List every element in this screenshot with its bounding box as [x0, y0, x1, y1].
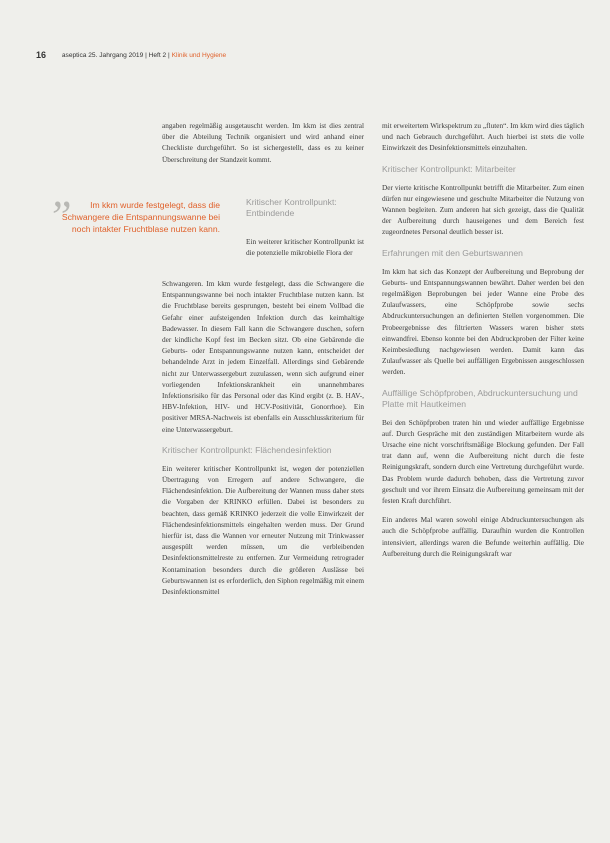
- section-heading-auffaellige-proben: Auffällige Schöpfproben, Abdruckuntersuchung und Platte mit Hautkeimen: [382, 387, 578, 409]
- paragraph-erfahrungen: Im kkm hat sich das Konzept der Aufbereitung und Beprobung der Geburts- und Entspannungswannen bewährt. Daher werden bei den regelmäßigen Beprobungen bei jeder Wanne eine Probe des Zulaufwassers, eine Schöpfprobe sowie sechs Abdruckuntersuchungen an definierten Stellen vorgenommen. Die Probeergebnisse des filtrierten Wassers waren bisher stets einwandfrei. Ebenso konnte bei den Abdruckproben der Filter keine Keimbesiedlung nachgewiesen werden. Damit kann das Zulaufwasser als Quelle bei auffälligen Ergebnissen ausgeschlossen werden.: [382, 266, 584, 377]
- paragraph-auffaellige-proben-1: Bei den Schöpfproben traten hin und wieder auffällige Ergebnisse auf. Durch Gespräche mit den zuständigen Mitarbeitern wurde als Ursache eine nicht vorschriftsmäßige Blockung gefunden. Der Fall trat dann auf, wenn die Aufbereitung nicht durch die feste Reinigungskraft, sondern durch eine Vertretung durchgeführt wurde. Das Problem wurde dadurch behoben, dass die Vertretung zuvor geschult und vor ihrem Einsatz die Aufbereitung gemeinsam mit der festen Kraft durchführt.: [382, 417, 584, 506]
- page-number: 16: [36, 50, 47, 60]
- section-heading-entbindende: Kritischer Kontrollpunkt: Entbindende: [246, 197, 337, 218]
- middle-column-flow: [162, 278, 364, 605]
- running-header: [36, 50, 226, 60]
- paragraph-entbindende: Schwangeren. Im kkm wurde festgelegt, dass die Schwangere die Entspannungswanne bei noch intakter Fruchtblase nutzen kann. Ist die Fruchtblase bereits gesprungen, besteht bei einem Vollbad die Gefahr einer aufsteigenden Infektion durch das keimhaltige Badewasser. In diesem Fall kann die Schwangere duschen, sofern der kindliche Kopf fest im Becken sitzt. Ob eine Gebärende die Geburts- oder Entspannungswanne nutzen kann, entscheidet der behandelnde Arzt in jedem Einzelfall. Allerdings sind Gebärende nicht zur Unterwassergeburt zuzulassen, wenn sich aufgrund einer vorliegenden Infektionskrankheit ein unannehmbares Infektionsrisiko für das Personal oder das Kind ergibt (z. B. HAV-, HBV-Infektion, HIV- und HCV-Positivität, Gonorrhoe). Ein positiver MRSA-Nachweis ist ebenfalls ein Ausschlusskriterium für eine Unterwassergeburt.: [162, 279, 364, 434]
- quote-mark-icon: „: [52, 167, 77, 216]
- section-intro-entbindende: Ein weiterer kritischer Kontrollpunkt ist die potenzielle mikrobielle Flora der: [246, 237, 364, 258]
- paragraph-mitarbeiter: Der vierte kritische Kontrollpunkt betrifft die Mitarbeiter. Zum einen dürfen nur eingewiesene und geschulte Mitarbeiter die Nutzung von Wannen begleiten. Zum anderen hat sich gezeigt, dass die Qualität der Aufbereitung durch hauseigenes und dem Bereich fest zugeordnetes Personal deutlich besser ist.: [382, 182, 584, 237]
- section-name: Klinik und Hygiene: [171, 52, 227, 59]
- middle-column-top: [162, 120, 364, 173]
- section-heading-erfahrungen: Erfahrungen mit den Geburtswannen: [382, 247, 523, 258]
- pull-quote: Im kkm wurde festgelegt, dass die Schwangere die Entspannungswanne bei noch intakter Fruchtblase nutzen kann.: [61, 200, 220, 234]
- paragraph-flaechendesinfektion: Ein weiterer kritischer Kontrollpunkt ist, wegen der potenziellen Übertragung von Erregern auf andere Schwangere, die Flächendesinfektion. Die Aufbereitung der Wannen muss daher stets die Vorgaben der KRINKO erfüllen. Dabei ist besonders zu beachten, dass gemäß KRINKO jederzeit die volle Einwirkzeit der Flächendesinfektionsmittels eingehalten werden muss. Der Grund hierfür ist, dass die Wannen vor erneuter Nutzung mit Trinkwasser ausgespült werden müssen, um die verbleibenden Desinfektionsmittelreste zu entfernen. Zur Vermeidung retrograder Kontamination besonders durch die größeren Auslässe bei Geburtswannen ist es erforderlich, den Siphon regelmäßig mit einem Desinfektionsmittel: [162, 463, 364, 597]
- right-top-paragraph: mit erweitertem Wirkspektrum zu „fluten“. Im kkm wird dies täglich und nach Gebrauch durchgeführt. Auch hierbei ist stets die volle Einwirkzeit des Desinfektionsmittels einzuhalten.: [382, 121, 584, 153]
- paragraph-auffaellige-proben-2: Ein anderes Mal waren sowohl einige Abdruckuntersuchungen als auch die Schöpfprobe auffällig. Daraufhin wurden die Kontrollen intensiviert, allerdings waren die Befunde weiterhin auffällig. Die Aufbereitung durch die Reinigungskraft war: [382, 515, 584, 558]
- middle-top-paragraph: angaben regelmäßig ausgetauscht werden. Im kkm ist dies zentral über die Abteilung Technik organisiert und wird anhand einer Checkliste durchgeführt. So ist sichergestellt, dass es zu keiner Überschreitung der Standzeit kommt.: [162, 121, 364, 164]
- section-heading-flaechendesinfektion: Kritischer Kontrollpunkt: Flächendesinfektion: [162, 444, 332, 455]
- journal-issue: aseptica 25. Jahrgang 2019 | Heft 2 |: [61, 52, 170, 59]
- right-column: [382, 120, 584, 567]
- section-heading-mitarbeiter: Kritischer Kontrollpunkt: Mitarbeiter: [382, 163, 516, 174]
